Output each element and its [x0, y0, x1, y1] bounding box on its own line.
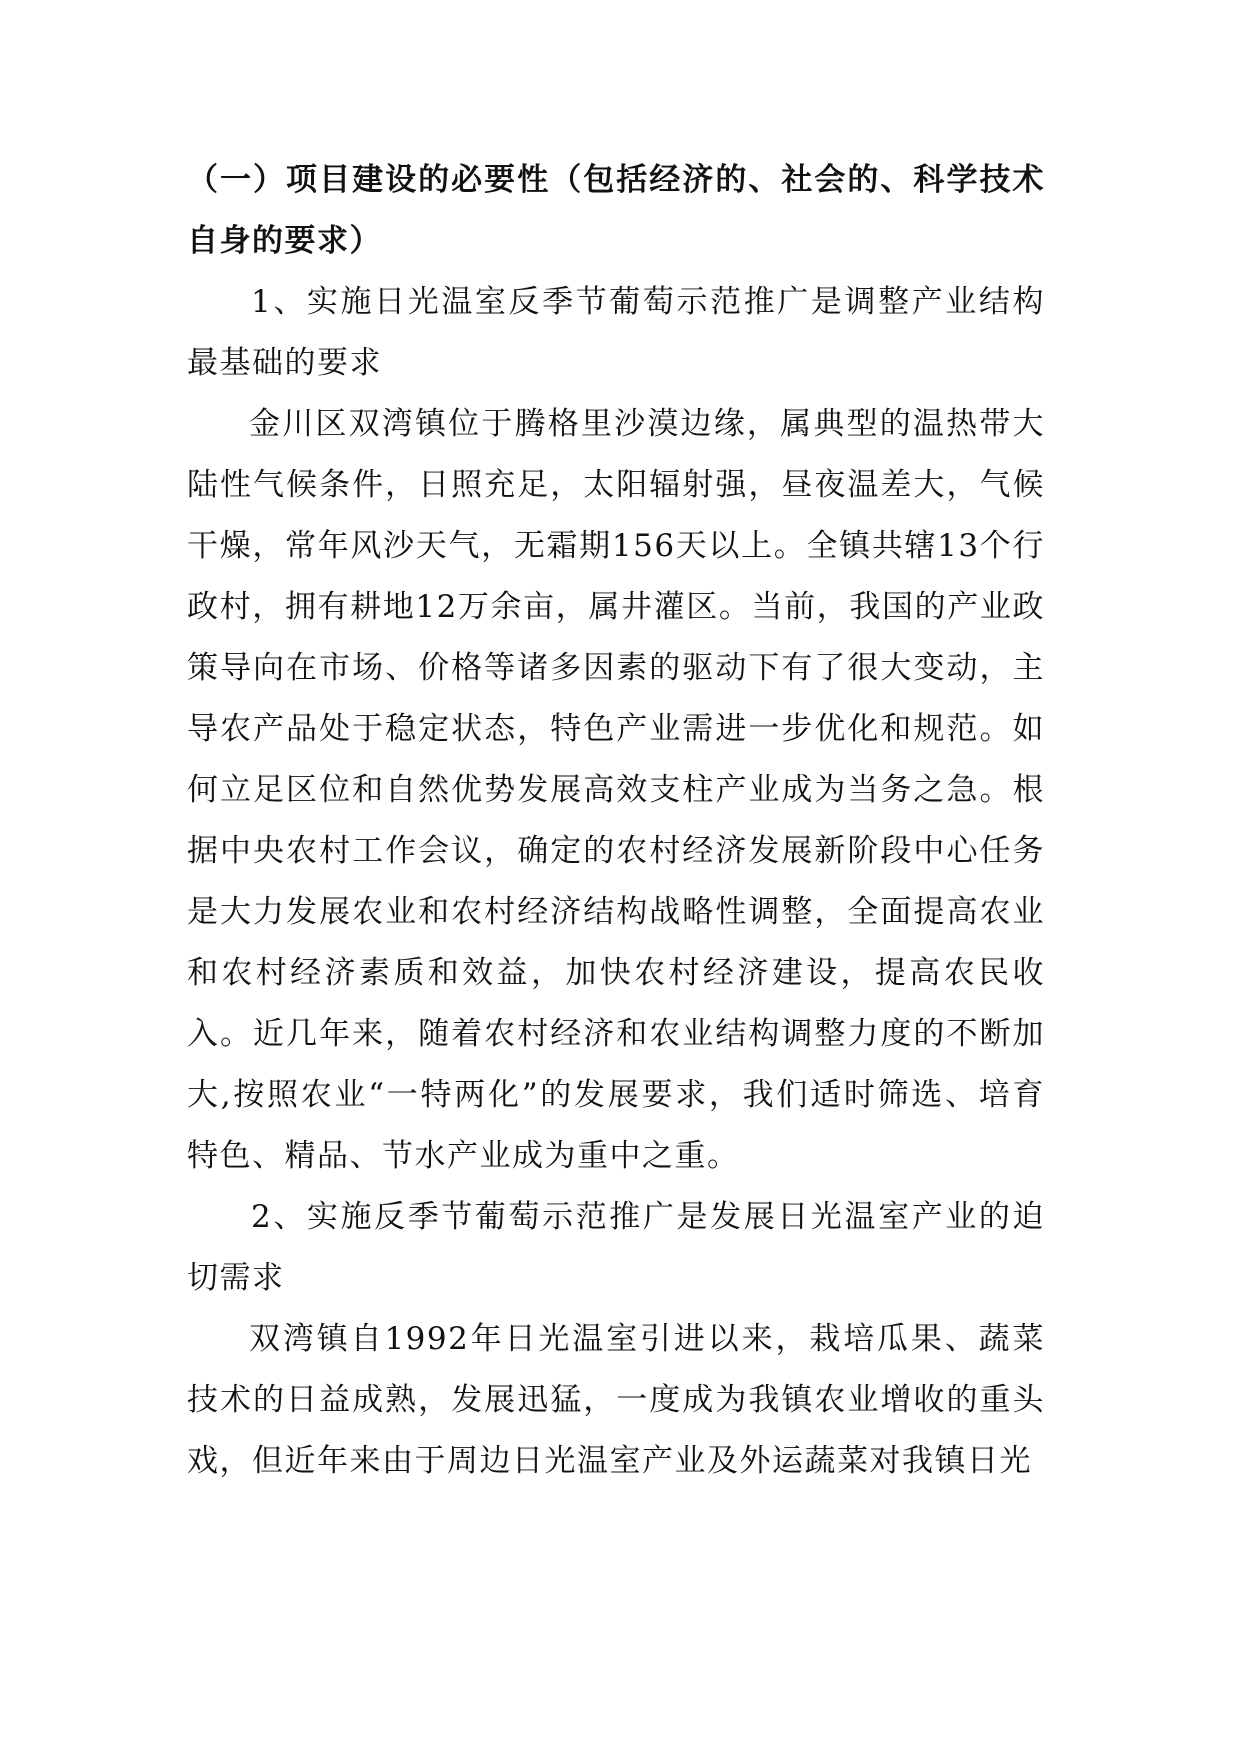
item2-title: 2、实施反季节葡萄示范推广是发展日光温室产业的迫切需求: [187, 1199, 1045, 1296]
item1-paragraph: 金川区双湾镇位于腾格里沙漠边缘，属典型的温热带大陆性气候条件，日照充足，太阳辐射强，昼夜温差大，气候干燥，常年风沙天气，无霜期156天以上。全镇共辖13个行政村，拥有耕地12万余亩，属井灌区。当前，我国的产业政策导向在市场、价格等诸多因素的驱动下有了很大变动，主导农产品处于稳定状态，特色产业需进一步优化和规范。如何立足区位和自然优势发展高效支柱产业成为当务之急。根据中央农村工作会议，确定的农村经济发展新阶段中心任务是大力发展农业和农村经济结构战略性调整，全面提高农业和农村经济素质和效益，加快农村经济建设，提高农民收入。近几年来，随着农村经济和农业结构调整力度的不断加大,按照农业“一特两化”的发展要求，我们适时筛选、培育特色、精品、节水产业成为重中之重。: [187, 406, 1045, 1174]
document-body: [187, 150, 1045, 1492]
item1-title: 1、实施日光温室反季节葡萄示范推广是调整产业结构最基础的要求: [187, 284, 1045, 381]
item2-paragraph: 双湾镇自1992年日光温室引进以来，栽培瓜果、蔬菜技术的日益成熟，发展迅猛，一度成为我镇农业增收的重头戏，但近年来由于周边日光温室产业及外运蔬菜对我镇日光: [187, 1321, 1045, 1479]
section-heading: （一）项目建设的必要性（包括经济的、社会的、科学技术自身的要求）: [187, 162, 1045, 259]
